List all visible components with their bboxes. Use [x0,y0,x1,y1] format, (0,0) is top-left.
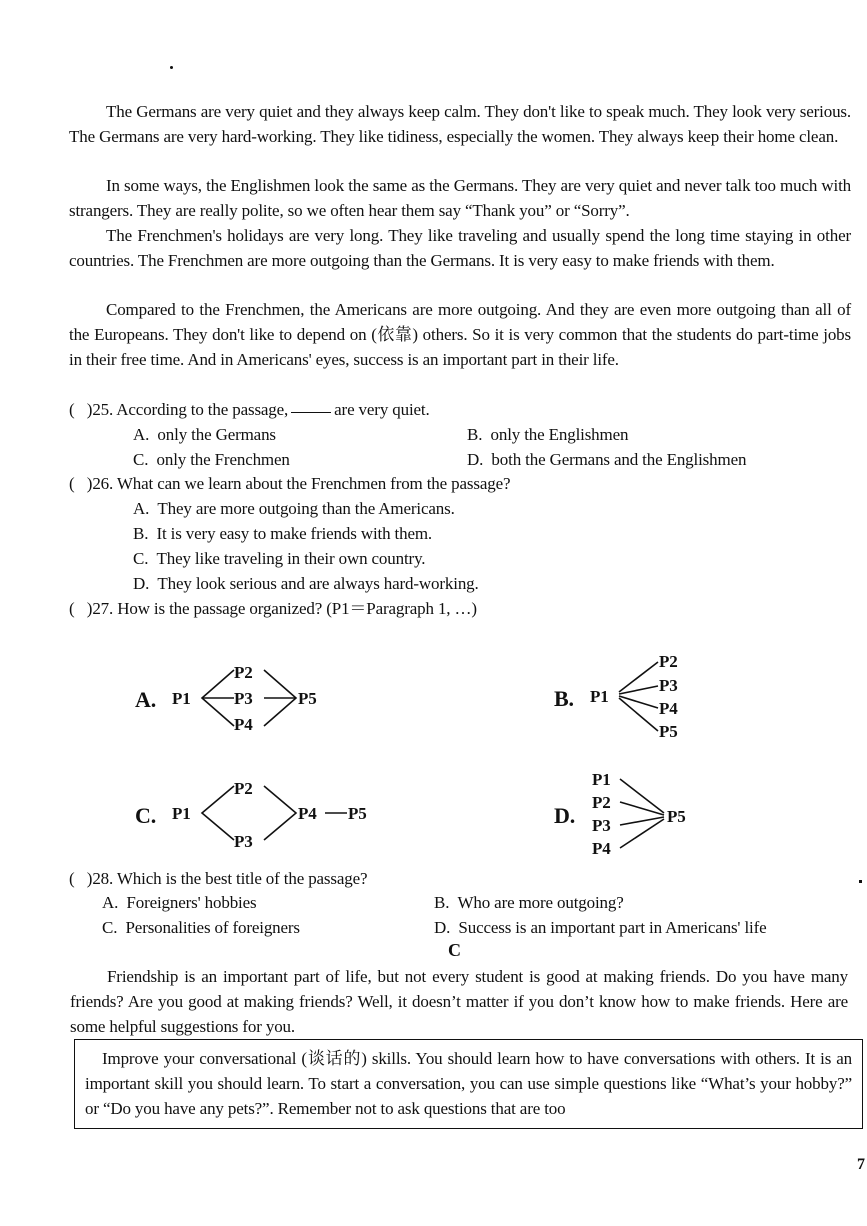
q27-diagram-c [130,770,390,860]
question-26: ( )26. What can we learn about the Frenchmen from the passage? [69,474,511,493]
diagram-a-p3: P3 [234,689,253,708]
diagram-c-p2: P2 [234,779,253,798]
section-c-intro: Friendship is an important part of life, but not every student is good at making friends. Do you have many friends? Are you good at making friends? Well, it doesn’t matter if you don’t know how to make friends. Here are some helpful suggestions for you. [70,967,848,1036]
diagram-c-p3: P3 [234,832,253,851]
diagram-b-p4: P4 [659,699,678,718]
paragraph-germans: The Germans are very quiet and they always keep calm. They don't like to speak much. They look very serious. The Germans are very hard-working. They like tidiness, especially the women. They always keep their home clean. [69,102,851,146]
diagram-d-p2: P2 [592,793,611,812]
q27-diagram-a [130,650,350,740]
q25-option-d: D. both the Germans and the Englishmen [467,450,747,469]
question-25 [69,398,430,422]
q26-option-a: A. They are more outgoing than the Americans. [133,499,455,518]
question-28: ( )28. Which is the best title of the passage? [69,869,368,888]
q28-option-c: C. Personalities of foreigners [102,918,300,937]
paragraph-englishmen: In some ways, the Englishmen look the same as the Germans. They are very quiet and never talk too much with strangers. They are really polite, so we often hear them say “Thank you” or “Sorry”. [69,176,851,220]
diagram-a-p5: P5 [298,689,317,708]
q26-option-c: C. They like traveling in their own country. [133,549,426,568]
diagram-d-letter: D. [554,803,576,828]
diagram-b-p2: P2 [659,652,678,671]
diagram-d-lines [620,779,664,848]
diagram-a-p2: P2 [234,663,253,682]
q25-option-b: B. only the Englishmen [467,425,629,444]
diagram-b-p5: P5 [659,722,678,741]
diagram-b-letter: B. [554,686,574,711]
diagram-b-p3: P3 [659,676,678,695]
paragraph-frenchmen: The Frenchmen's holidays are very long. They like traveling and usually spend the long time staying in other countries. The Frenchmen are more outgoing than the Germans. It is very easy to make friends with them. [69,226,851,270]
question-25-stem-end: are very quiet. [334,400,430,419]
diagram-c-p1: P1 [172,804,191,823]
answer-blank [291,412,331,413]
stray-mark [170,66,173,69]
question-25-stem: ( )25. According to the passage, [69,400,289,419]
diagram-d-p3: P3 [592,816,611,835]
q28-option-a: A. Foreigners' hobbies [102,893,257,912]
q25-option-c: C. only the Frenchmen [133,450,290,469]
stray-mark-right [859,880,862,883]
suggestion-box: Improve your conversational (谈话的) skills. You should learn how to have conversations with others. It is an important skill you should learn. To start a conversation, you can use simple questions like “What’s your hobby?” or “Do you have any pets?”. Remember not to ask questions that are too [74,1039,863,1129]
q26-option-b: B. It is very easy to make friends with them. [133,524,433,543]
diagram-c-p5: P5 [348,804,367,823]
question-27: ( )27. How is the passage organized? (P1＝Paragraph 1, …) [69,599,477,618]
diagram-b-lines [619,662,658,731]
diagram-a-letter: A. [135,687,157,712]
diagram-a-p1: P1 [172,689,191,708]
q27-diagram-d [552,765,712,865]
diagram-d-p4: P4 [592,839,611,858]
paragraph-americans: Compared to the Frenchmen, the Americans are more outgoing. And they are even more outgoing than all of the Europeans. They don't like to depend on (依靠) others. So it is very common that the students do part-time jobs in their free time. And in Americans' eyes, success is an important part in their life. [69,300,851,369]
q25-option-a: A. only the Germans [133,425,276,444]
diagram-b-p1: P1 [590,687,609,706]
diagram-c-p4: P4 [298,804,317,823]
q28-option-d: D. Success is an important part in Americans' life [434,918,767,937]
diagram-c-letter: C. [135,803,157,828]
q28-option-b: B. Who are more outgoing? [434,893,624,912]
diagram-a-p4: P4 [234,715,253,734]
page-number: 7 [857,1156,865,1173]
q26-option-d: D. They look serious and are always hard-working. [133,574,479,593]
diagram-d-p1: P1 [592,770,611,789]
section-heading-c: C [448,940,461,960]
diagram-c-lines [202,786,347,840]
diagram-d-p5: P5 [667,807,686,826]
q27-diagram-b [552,648,712,748]
